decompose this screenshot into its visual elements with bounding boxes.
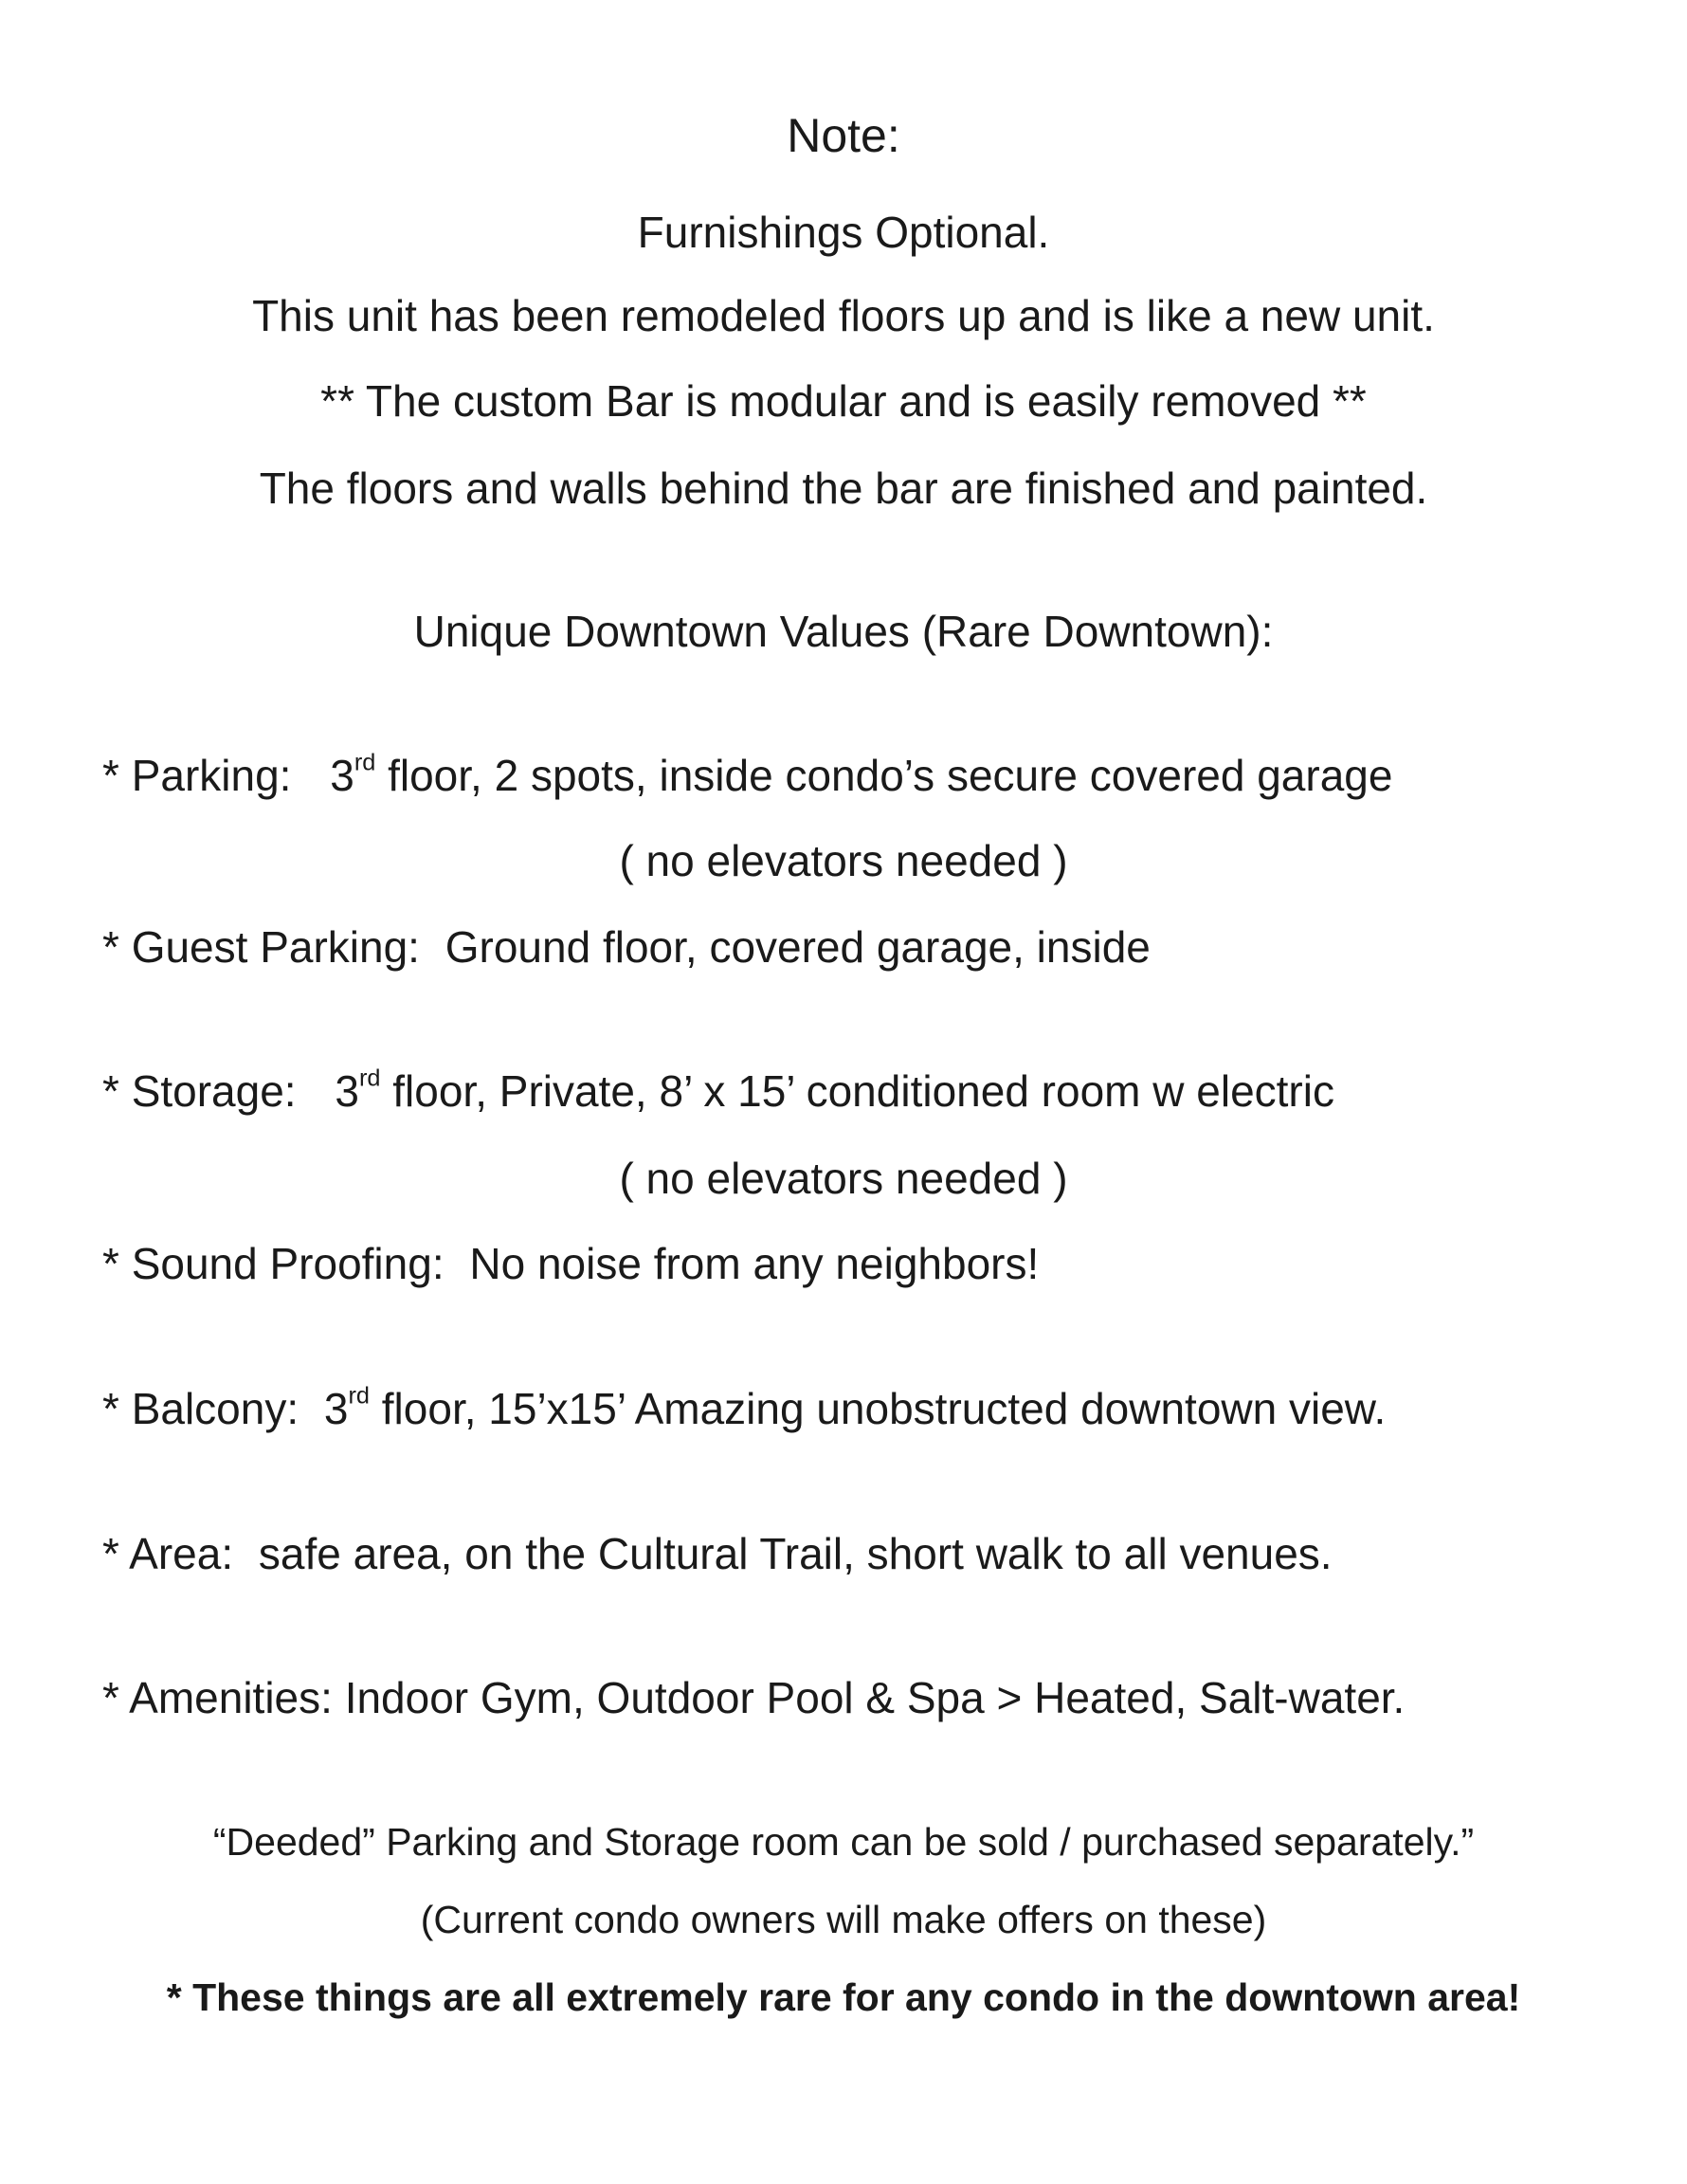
item-label: Guest Parking: [131,922,420,972]
item-text: safe area, on the Cultural Trail, short walk to all venues. [258,1529,1333,1578]
list-item-sound-proofing [102,1239,1040,1288]
floor-number: 3 [323,1384,349,1433]
bullet: * [102,1529,119,1578]
item-label: Parking: [131,751,292,800]
item-label: Balcony: [131,1384,299,1433]
bullet: * [102,1066,119,1116]
item-label: Sound Proofing: [131,1239,444,1288]
bullet: * [102,1384,119,1433]
floors-walls-line: The floors and walls behind the bar are finished and painted. [259,464,1428,513]
furnishings-line: Furnishings Optional. [637,208,1050,257]
note-title: Note: [787,109,900,162]
remodeled-line: This unit has been remodeled floors up and is like a new unit. [252,291,1435,340]
item-label: Area: [129,1529,234,1578]
values-heading: Unique Downtown Values (Rare Downtown): [413,607,1274,656]
list-item-balcony [102,1382,1387,1433]
floor-number: 3 [335,1066,359,1116]
list-item-guest-parking [102,922,1151,972]
list-item-amenities [102,1673,1406,1722]
parking-subnote: ( no elevators needed ) [619,836,1068,885]
item-text: floor, Private, 8’ x 15’ conditioned room w electric [392,1066,1334,1116]
storage-subnote: ( no elevators needed ) [619,1154,1068,1203]
item-text: floor, 15’x15’ Amazing unobstructed downtown view. [381,1384,1387,1433]
offers-note: (Current condo owners will make offers on these) [420,1898,1267,1941]
ordinal-suffix: rd [358,1065,381,1092]
item-text: No noise from any neighbors! [469,1239,1040,1288]
list-item-area [102,1529,1333,1578]
floor-number: 3 [330,751,354,800]
list-item-parking [102,749,1393,800]
list-item-storage [102,1065,1334,1116]
bullet: * [102,751,119,800]
rare-statement: * These things are all extremely rare for any condo in the downtown area! [166,1975,1521,2019]
item-text: Indoor Gym, Outdoor Pool & Spa > Heated, Salt-water. [344,1673,1406,1722]
bar-modular-line: ** The custom Bar is modular and is easily removed ** [320,376,1367,426]
ordinal-suffix: rd [354,749,376,776]
bullet: * [102,1673,119,1722]
item-text: floor, 2 spots, inside condo’s secure covered garage [388,751,1393,800]
bullet: * [102,922,119,972]
bullet: * [102,1239,119,1288]
item-label: Storage: [131,1066,297,1116]
deeded-note: “Deeded” Parking and Storage room can be sold / purchased separately.” [212,1820,1475,1864]
item-label: Amenities: [129,1673,333,1722]
ordinal-suffix: rd [348,1382,370,1410]
item-text: Ground floor, covered garage, inside [444,922,1151,972]
